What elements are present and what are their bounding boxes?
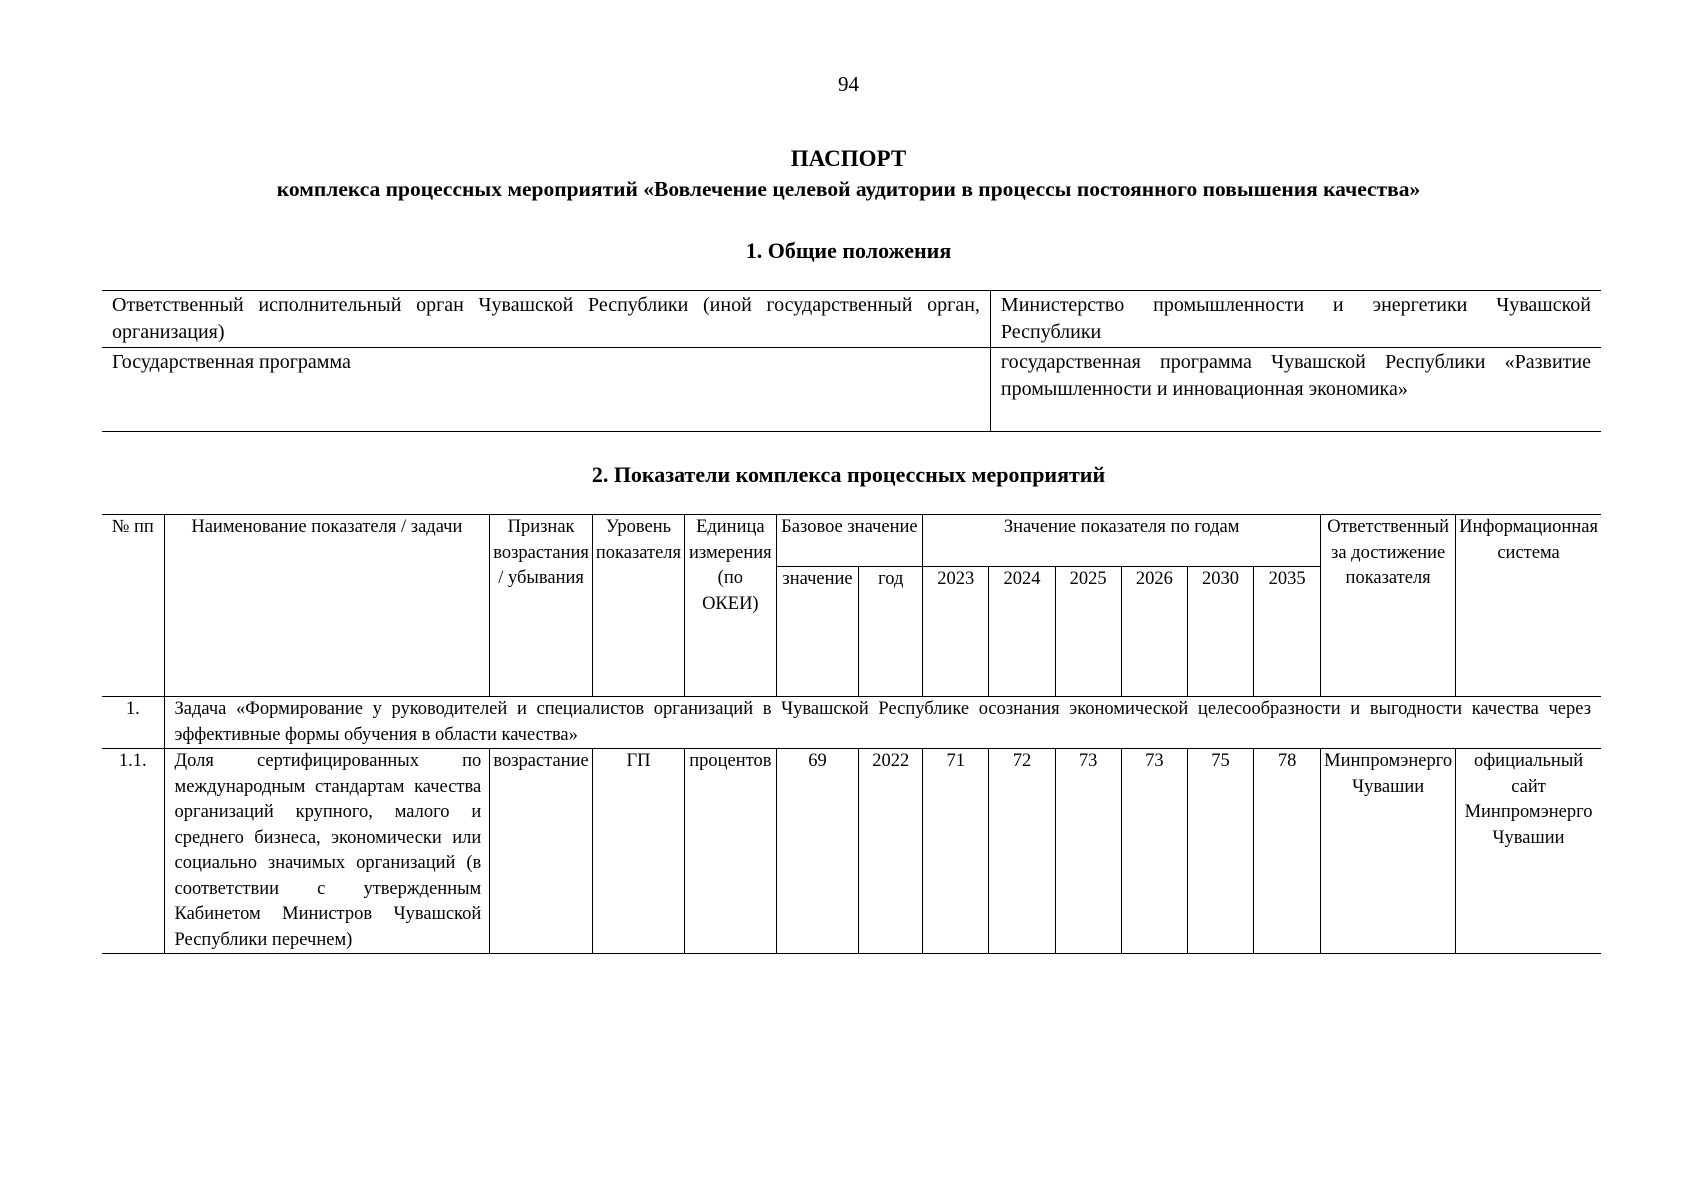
indicator-sign: возрастание [490,749,593,954]
indicator-value-2035: 78 [1254,749,1321,954]
task-row [102,697,1601,749]
table-row [102,291,1601,348]
indicator-name: Доля сертифицированных по международным стандартам качества организаций крупного, малого и среднего бизнеса, экономически или социально значимых организаций (в соответствии с утвержденным Кабинетом Министров Чувашской Республики перечнем) [164,749,490,954]
indicator-value-2023: 71 [923,749,989,954]
header-year-2024: 2024 [989,567,1055,697]
header-year-2023: 2023 [923,567,989,697]
header-sign: Признак возрастания / убывания [490,515,593,697]
indicator-num: 1.1. [102,749,164,954]
indicator-value-2030: 75 [1187,749,1253,954]
header-base-value: значение [776,567,859,697]
state-program-label: Государственная программа [102,348,990,432]
header-years-group: Значение показателя по годам [923,515,1321,567]
document-title: ПАСПОРТ [790,146,907,171]
section-heading-general: 1. Общие положения [745,238,952,263]
task-num: 1. [102,697,164,749]
indicator-value-2024: 72 [989,749,1055,954]
header-row [102,515,1601,567]
indicator-value-2026: 73 [1121,749,1187,954]
indicators-table [102,514,1601,954]
document-subtitle: комплекса процессных мероприятий «Вовлечение целевой аудитории в процессы постоянного повышения качества» [276,177,1421,201]
header-year-2025: 2025 [1055,567,1121,697]
indicator-value-2025: 73 [1055,749,1121,954]
indicator-infosystem: официальный сайт Минпромэнерго Чувашии [1456,749,1601,954]
header-unit: Единица измерения (по ОКЕИ) [685,515,777,697]
header-infosystem: Информационная система [1456,515,1601,697]
indicator-responsible: Минпромэнерго Чувашии [1321,749,1456,954]
general-provisions-table [102,290,1601,432]
header-base: Базовое значение [776,515,923,567]
state-program-value: государственная программа Чувашской Республики «Развитие промышленности и инновационная экономика» [990,348,1601,432]
header-year-2035: 2035 [1254,567,1321,697]
header-year-2030: 2030 [1187,567,1253,697]
page-number: 94 [838,72,859,96]
responsible-organ-value: Министерство промышленности и энергетики Чувашской Республики [990,291,1601,348]
responsible-organ-label: Ответственный исполнительный орган Чувашской Республики (иной государственный орган, организация) [102,291,990,348]
header-year-2026: 2026 [1121,567,1187,697]
header-responsible: Ответственный за достижение показателя [1321,515,1456,697]
indicator-base-value: 69 [776,749,859,954]
table-row [102,749,1601,954]
indicator-level: ГП [592,749,684,954]
header-name: Наименование показателя / задачи [164,515,490,697]
header-level: Уровень показателя [592,515,684,697]
section-heading-indicators: 2. Показатели комплекса процессных мероприятий [591,462,1106,487]
task-text: Задача «Формирование у руководителей и специалистов организаций в Чувашской Республике осознания экономической целесообразности и выгодности качества через эффективные формы обучения в области качества» [164,697,1601,749]
table-row [102,348,1601,432]
indicator-base-year: 2022 [859,749,923,954]
header-base-year: год [859,567,923,697]
indicator-unit: процентов [685,749,777,954]
header-num: № пп [102,515,164,697]
